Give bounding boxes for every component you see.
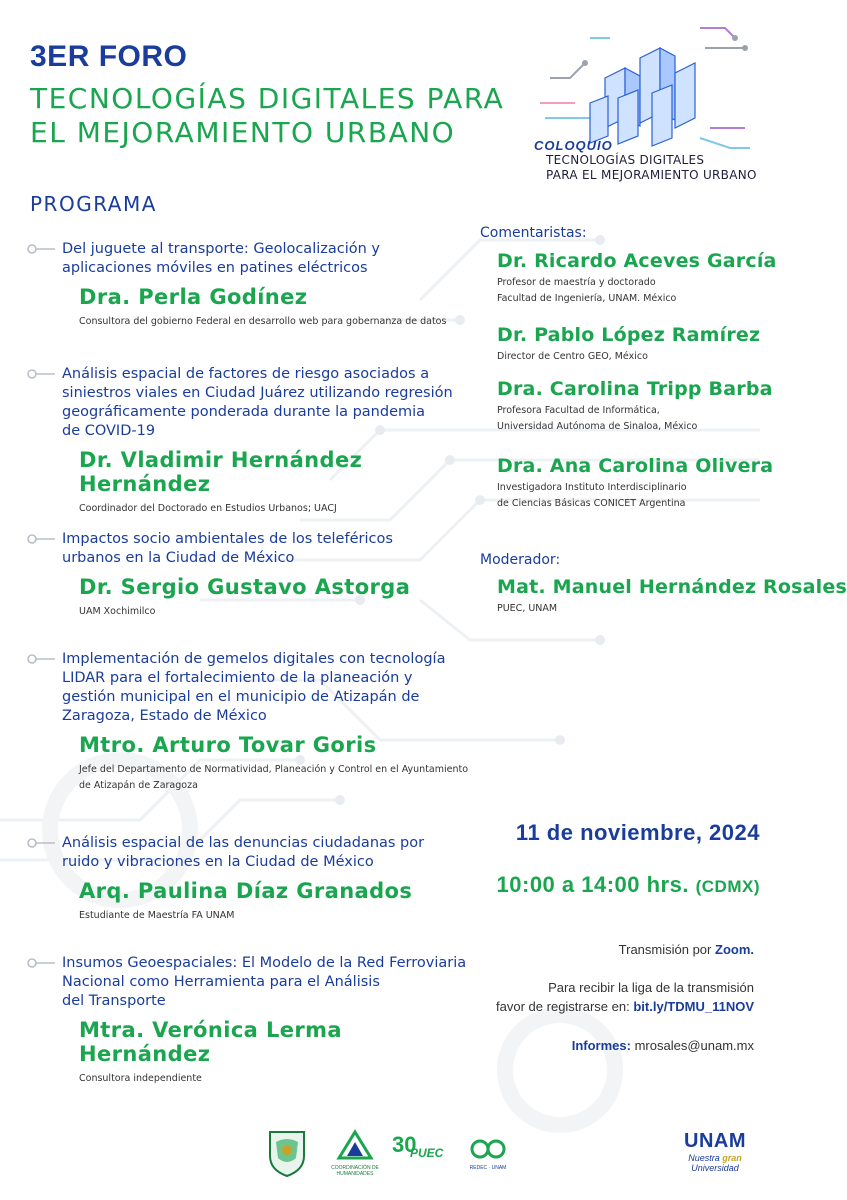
colloquium-line-1: TECNOLOGÍAS DIGITALES xyxy=(546,153,705,167)
program-item xyxy=(27,530,477,620)
speaker-name: Mtra. Verónica Lerma Hernández xyxy=(79,1018,342,1066)
program-item xyxy=(27,365,477,517)
contact-info xyxy=(470,1038,754,1053)
colloquium-word: COLOQUIO xyxy=(534,138,613,153)
forum-number: 3ER FORO xyxy=(30,40,188,73)
speaker-affiliation: Estudiante de Maestría FA UNAM xyxy=(79,910,235,921)
redec-rings-icon xyxy=(466,1138,510,1160)
speaker-name: Dra. Perla Godínez xyxy=(79,285,308,309)
colloquium-line-2: PARA EL MEJORAMIENTO URBANO xyxy=(546,168,757,182)
commentator xyxy=(497,378,773,435)
commentator xyxy=(497,324,767,365)
event-hours: 10:00 a 14:00 hrs. xyxy=(496,872,689,897)
speaker-name: Mtro. Arturo Tovar Goris xyxy=(79,733,377,757)
speaker-name: Arq. Paulina Díaz Granados xyxy=(79,879,413,903)
coordination-triangle-icon xyxy=(337,1130,373,1160)
speaker-affiliation: Consultora independiente xyxy=(79,1073,202,1084)
unam-shield-logo xyxy=(262,1128,312,1178)
speaker-affiliation: Consultora del gobierno Federal en desarrollo web para gobernanza de datos xyxy=(79,316,447,327)
commentator-affiliation: Profesora Facultad de Informática, Universidad Autónoma de Sinaloa, México xyxy=(497,405,698,432)
program-item xyxy=(27,954,477,1087)
unam-logo: UNAM Nuestra gran Universidad xyxy=(680,1130,750,1173)
talk-title: Análisis espacial de las denuncias ciudadanas por ruido y vibraciones en la Ciudad de México xyxy=(62,835,425,870)
program-item xyxy=(27,834,477,924)
commentator-name: Dra. Ana Carolina Olivera xyxy=(497,455,774,477)
redec-logo: REDEC · UNAM xyxy=(458,1138,518,1171)
bullet-connector-icon xyxy=(27,369,57,379)
program-item xyxy=(27,650,477,794)
talk-title: Del juguete al transporte: Geolocalización y aplicaciones móviles en patines eléctricos xyxy=(62,241,381,276)
info-label: Informes: xyxy=(571,1038,631,1053)
bullet-connector-icon xyxy=(27,838,57,848)
talk-title: Impactos socio ambientales de los teleféricos urbanos en la Ciudad de México xyxy=(62,531,393,566)
registration-link[interactable]: bit.ly/TDMU_11NOV xyxy=(633,999,754,1014)
bullet-connector-icon xyxy=(27,534,57,544)
commentator-affiliation: Investigadora Instituto Interdisciplinario de Ciencias Básicas CONICET Argentina xyxy=(497,482,687,509)
transmission-platform: Zoom. xyxy=(715,942,754,957)
speaker-name: Dr. Vladimir Hernández Hernández xyxy=(79,448,363,496)
moderator-name: Mat. Manuel Hernández Rosales xyxy=(497,576,847,598)
event-timezone: (CDMX) xyxy=(695,877,760,896)
bullet-connector-icon xyxy=(27,244,57,254)
event-date: 11 de noviembre, 2024 xyxy=(515,820,760,845)
contact-email[interactable]: mrosales@unam.mx xyxy=(634,1038,754,1053)
registration-info: Para recibir la liga de la transmisión favor de registrarse en: bit.ly/TDMU_11NOV xyxy=(496,980,754,1014)
talk-title: Implementación de gemelos digitales con tecnología LIDAR para el fortalecimiento de la planeación y gestión municipal en el municipio de Atizapán de Zaragoza, Estado de México xyxy=(62,651,446,724)
event-time xyxy=(470,872,760,898)
moderator-affiliation: PUEC, UNAM xyxy=(497,603,558,614)
commentator-name: Dr. Pablo López Ramírez xyxy=(497,324,761,346)
coordinacion-humanidades-logo: COORDINACIÓN DE HUMANIDADES xyxy=(330,1130,380,1177)
speaker-affiliation: Coordinador del Doctorado en Estudios Urbanos; UACJ xyxy=(79,503,337,514)
moderator-label: Moderador: xyxy=(480,552,561,568)
program-item xyxy=(27,240,477,330)
unam-slogan: Nuestra gran Universidad xyxy=(688,1153,742,1173)
page-title xyxy=(30,82,504,150)
commentator-name: Dr. Ricardo Aceves García xyxy=(497,250,777,272)
puec-30-logo: 30 PUEC xyxy=(392,1132,444,1160)
program-heading: PROGRAMA xyxy=(30,192,157,216)
commentator xyxy=(497,455,774,512)
talk-title: Insumos Geoespaciales: El Modelo de la Red Ferroviaria Nacional como Herramienta para el Análisis del Transporte xyxy=(62,955,467,1009)
bullet-connector-icon xyxy=(27,958,57,968)
commentator-affiliation: Director de Centro GEO, México xyxy=(497,351,648,362)
talk-title: Análisis espacial de factores de riesgo asociados a siniestros viales en Ciudad Juárez utilizando regresión geográficamente ponderada durante la pandemia de COVID-19 xyxy=(62,366,453,439)
commentator xyxy=(497,250,777,307)
moderator xyxy=(497,576,847,617)
colloquium-subtitle xyxy=(546,153,757,183)
commentators-label: Comentaristas: xyxy=(480,225,587,241)
transmission-info: Transmisión por Zoom. xyxy=(618,942,754,957)
title-line-2: EL MEJORAMIENTO URBANO xyxy=(30,116,456,149)
speaker-name: Dr. Sergio Gustavo Astorga xyxy=(79,575,411,599)
speaker-affiliation: UAM Xochimilco xyxy=(79,606,156,617)
title-line-1: TECNOLOGÍAS DIGITALES PARA xyxy=(30,82,505,115)
commentator-affiliation: Profesor de maestría y doctorado Facultad de Ingeniería, UNAM. México xyxy=(497,277,677,304)
bullet-connector-icon xyxy=(27,654,57,664)
commentator-name: Dra. Carolina Tripp Barba xyxy=(497,378,773,400)
speaker-affiliation: Jefe del Departamento de Normatividad, Planeación y Control en el Ayuntamiento de Atizapán de Zaragoza xyxy=(79,764,469,791)
